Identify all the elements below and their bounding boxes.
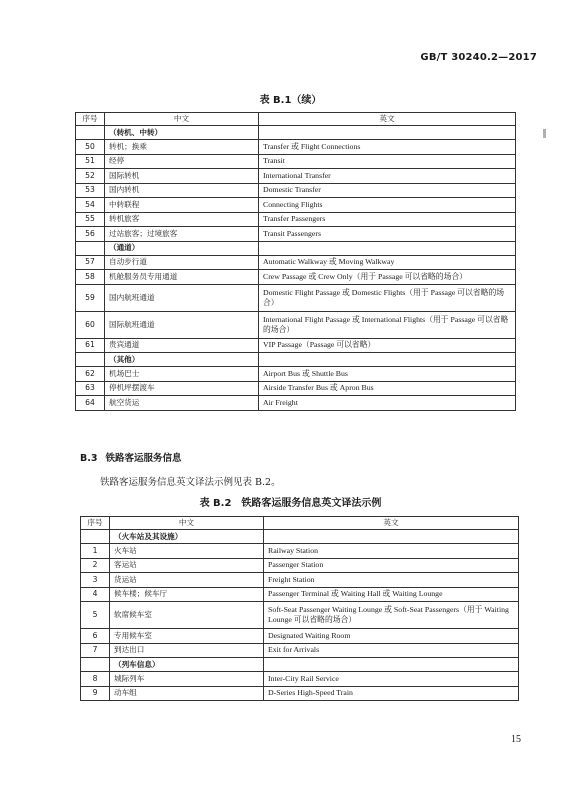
row-english-translation: VIP Passage（Passage 可以省略）	[259, 338, 516, 353]
row-english-translation: Transfer Passengers	[259, 212, 516, 227]
table-row	[76, 169, 516, 184]
table-row	[76, 183, 516, 198]
row-number: 56	[76, 227, 105, 242]
table-row	[76, 154, 516, 169]
row-english-cell	[264, 658, 519, 672]
row-english-translation: Transfer 或 Flight Connections	[259, 140, 516, 155]
category-row	[76, 353, 516, 367]
row-chinese-term: 机舱服务员专用通道	[105, 270, 259, 285]
row-number: 8	[81, 672, 110, 687]
table-row	[76, 198, 516, 213]
row-number: 57	[76, 255, 105, 270]
category-row	[81, 658, 519, 672]
row-number-cell	[76, 126, 105, 140]
row-english-translation: Crew Passage 或 Crew Only（用于 Passage 可以省略的场合）	[259, 270, 516, 285]
row-english-translation: Exit for Arrivals	[264, 643, 519, 658]
row-chinese-term: 动车组	[110, 686, 264, 701]
row-english-translation: International Flight Passage 或 International Flights（用于 Passage 可以省略的场合）	[259, 311, 516, 338]
table-row	[76, 140, 516, 155]
category-label: （其他）	[105, 353, 259, 367]
table-row	[76, 396, 516, 411]
row-number-cell	[76, 353, 105, 367]
table-row	[81, 587, 519, 602]
row-number: 62	[76, 367, 105, 382]
section-number: B.3	[80, 453, 98, 464]
row-english-translation: International Transfer	[259, 169, 516, 184]
section-heading	[80, 450, 181, 464]
table-row	[81, 672, 519, 687]
row-chinese-term: 转机；换乘	[105, 140, 259, 155]
table-row	[76, 338, 516, 353]
row-chinese-term: 过站旅客；过境旅客	[105, 227, 259, 242]
row-english-cell	[264, 530, 519, 544]
row-english-translation: Airside Transfer Bus 或 Apron Bus	[259, 381, 516, 396]
row-number-cell	[76, 241, 105, 255]
category-label: （转机、中转）	[105, 126, 259, 140]
row-number: 54	[76, 198, 105, 213]
row-chinese-term: 经停	[105, 154, 259, 169]
row-english-translation: Connecting Flights	[259, 198, 516, 213]
row-chinese-term: 货运站	[110, 573, 264, 588]
category-label: （通道）	[105, 241, 259, 255]
category-row	[81, 530, 519, 544]
row-english-translation: Domestic Transfer	[259, 183, 516, 198]
row-chinese-term: 火车站	[110, 544, 264, 559]
row-english-translation: Passenger Terminal 或 Waiting Hall 或 Waiting Lounge	[264, 587, 519, 602]
row-number-cell	[81, 530, 110, 544]
row-english-translation: Soft-Seat Passenger Waiting Lounge 或 Soft-Seat Passengers（用于 Waiting Lounge 可以省略的场合）	[264, 602, 519, 629]
row-number: 52	[76, 169, 105, 184]
row-number: 60	[76, 311, 105, 338]
row-english-cell	[259, 353, 516, 367]
table-row	[81, 643, 519, 658]
row-english-translation: Airport Bus 或 Shuttle Bus	[259, 367, 516, 382]
column-header-no: 序号	[81, 517, 110, 530]
row-number-cell	[81, 658, 110, 672]
row-english-translation: D-Series High-Speed Train	[264, 686, 519, 701]
row-number: 50	[76, 140, 105, 155]
table-row	[76, 270, 516, 285]
row-english-translation: Freight Station	[264, 573, 519, 588]
row-number: 1	[81, 544, 110, 559]
table-row	[81, 629, 519, 644]
row-chinese-term: 中转联程	[105, 198, 259, 213]
row-number: 64	[76, 396, 105, 411]
row-english-translation: Designated Waiting Room	[264, 629, 519, 644]
row-number: 2	[81, 558, 110, 573]
row-number: 59	[76, 284, 105, 311]
row-number: 55	[76, 212, 105, 227]
column-header-zh: 中文	[105, 113, 259, 126]
column-header-en: 英文	[264, 517, 519, 530]
row-chinese-term: 国内航班通道	[105, 284, 259, 311]
row-number: 58	[76, 270, 105, 285]
table-b1-caption: 表 B.1（续）	[259, 95, 322, 106]
row-chinese-term: 软席候车室	[110, 602, 264, 629]
row-number: 53	[76, 183, 105, 198]
row-chinese-term: 客运站	[110, 558, 264, 573]
row-english-translation: Transit Passengers	[259, 227, 516, 242]
standard-code: GB/T 30240.2—2017	[420, 52, 537, 63]
section-paragraph: 铁路客运服务信息英文译法示例见表 B.2。	[100, 477, 281, 488]
row-english-cell	[259, 126, 516, 140]
scan-edge-mark	[543, 129, 546, 138]
row-chinese-term: 到达出口	[110, 643, 264, 658]
table-row	[81, 602, 519, 629]
row-number: 51	[76, 154, 105, 169]
row-chinese-term: 航空货运	[105, 396, 259, 411]
category-label: （列车信息）	[110, 658, 264, 672]
table-b2	[80, 516, 519, 701]
table-b1	[75, 112, 516, 411]
row-english-translation: Transit	[259, 154, 516, 169]
category-row	[76, 241, 516, 255]
row-chinese-term: 国内转机	[105, 183, 259, 198]
table-header-row	[76, 113, 516, 126]
row-chinese-term: 停机坪摆渡车	[105, 381, 259, 396]
row-english-cell	[259, 241, 516, 255]
row-english-translation: Air Freight	[259, 396, 516, 411]
row-english-translation: Domestic Flight Passage 或 Domestic Flights（用于 Passage 可以省略的场合）	[259, 284, 516, 311]
category-row	[76, 126, 516, 140]
table-b2-caption: 表 B.2 铁路客运服务信息英文译法示例	[199, 498, 382, 509]
column-header-en: 英文	[259, 113, 516, 126]
row-chinese-term: 国际航班通道	[105, 311, 259, 338]
row-chinese-term: 贵宾通道	[105, 338, 259, 353]
section-title: 铁路客运服务信息	[105, 453, 182, 464]
table-row	[81, 573, 519, 588]
row-english-translation: Inter-City Rail Service	[264, 672, 519, 687]
table-row	[81, 558, 519, 573]
row-chinese-term: 专用候车室	[110, 629, 264, 644]
table-row	[76, 284, 516, 311]
row-number: 6	[81, 629, 110, 644]
column-header-zh: 中文	[110, 517, 264, 530]
row-english-translation: Automatic Walkway 或 Moving Walkway	[259, 255, 516, 270]
table-row	[76, 227, 516, 242]
table-header-row	[81, 517, 519, 530]
category-label: （火车站及其设施）	[110, 530, 264, 544]
row-chinese-term: 国际转机	[105, 169, 259, 184]
page-number: 15	[511, 734, 521, 745]
row-chinese-term: 转机旅客	[105, 212, 259, 227]
row-number: 63	[76, 381, 105, 396]
row-number: 9	[81, 686, 110, 701]
row-number: 5	[81, 602, 110, 629]
column-header-no: 序号	[76, 113, 105, 126]
row-english-translation: Passenger Station	[264, 558, 519, 573]
table-row	[76, 212, 516, 227]
row-chinese-term: 候车楼；候车厅	[110, 587, 264, 602]
table-row	[81, 544, 519, 559]
row-chinese-term: 自动步行道	[105, 255, 259, 270]
row-chinese-term: 机场巴士	[105, 367, 259, 382]
row-number: 61	[76, 338, 105, 353]
table-row	[76, 367, 516, 382]
row-chinese-term: 城际列车	[110, 672, 264, 687]
row-number: 3	[81, 573, 110, 588]
row-number: 7	[81, 643, 110, 658]
table-row	[76, 381, 516, 396]
table-row	[81, 686, 519, 701]
table-row	[76, 255, 516, 270]
row-number: 4	[81, 587, 110, 602]
table-row	[76, 311, 516, 338]
row-english-translation: Railway Station	[264, 544, 519, 559]
